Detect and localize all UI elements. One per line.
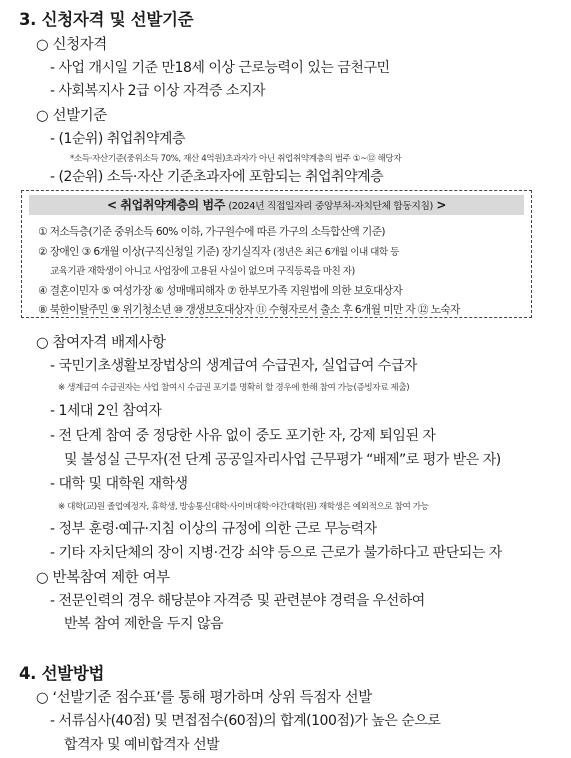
criteria-second: - (2순위) 소득·자산 기준초과자에 포함되는 취업취약계층 [50, 169, 384, 185]
repeat-heading: ○ 반복참여 제한 여부 [36, 570, 170, 586]
box-title-main: < 취업취약계층의 범주 [106, 198, 225, 212]
box-title-end: > [436, 198, 447, 212]
section-4-title: 4. 선발방법 [19, 664, 105, 683]
criteria-first: - (1순위) 취업취약계층 [50, 131, 185, 147]
exclusion-heading: ○ 참여자격 배제사항 [36, 335, 166, 351]
eligibility-heading: ○ 신청자격 [36, 37, 107, 53]
exclusion-item: - 국민기초생활보장법상의 생계급여 수급권자, 실업급여 수급자 [50, 358, 417, 374]
criteria-first-note: *소득·자산기준(중위소득 70%, 재산 4억원)초과자가 아닌 취업취약계층의 범주 ①~⑫ 해당자 [70, 154, 402, 164]
repeat-line: - 전문인력의 경우 해당분야 자격증 및 관련분야 경력을 우선하여 [50, 593, 425, 609]
eligibility-item: - 사회복지사 2급 이상 자격증 소지자 [50, 83, 266, 99]
exclusion-item-continued: 및 불성실 근무자(전 단계 공공일자리사업 근무평가 “배제”로 평가 받은 자) [64, 452, 501, 468]
box-title-sub: (2024년 직접일자리 중앙부처-자치단체 합동지침) [228, 201, 433, 212]
box-line: ① 저소득층(기준 중위소득 60% 이하, 가구원수에 따른 가구의 소득합산액 기준) [38, 226, 386, 238]
box-line [38, 244, 399, 259]
box-line: 교육기관 재학생이 아니고 사업장에 고용된 사실이 없으며 구직등록을 마친 자) [50, 266, 355, 277]
exclusion-note: ※ 대학(교)원 졸업예정자, 휴학생, 방송통신대학·사이버대학·야간대학(원) 재학생은 예외적으로 참여 가능 [58, 502, 429, 512]
selection-method-line: ○ ‘선발기준 점수표’를 통해 평가하며 상위 득점자 선발 [36, 690, 372, 706]
exclusion-item: - 전 단계 참여 중 정당한 사유 없이 중도 포기한 자, 강제 퇴임된 자 [50, 428, 436, 444]
box-line-part: (정년은 최근 6개월 이내 대학 등 [272, 247, 399, 258]
exclusion-item: - 기타 자치단체의 장이 지병·건강 쇠약 등으로 근로가 불가하다고 판단되는 자 [50, 545, 502, 561]
repeat-line-continued: 반복 참여 제한을 두지 않음 [64, 616, 224, 632]
selection-method-line: - 서류심사(40점) 및 면접점수(60점)의 합계(100점)가 높은 순으로 [50, 713, 441, 729]
exclusion-note: ※ 생계급여 수급권자는 사업 참여시 수급권 포기를 명확히 할 경우에 한해 참여 가능(증빙자료 제출) [58, 383, 410, 393]
eligibility-item: - 사업 개시일 기준 만18세 이상 근로능력이 있는 금천구민 [50, 60, 390, 76]
selection-method-line-continued: 합격자 및 예비합격자 선발 [64, 737, 220, 753]
box-line-part: ② 장애인 ③ 6개월 이상(구직신청일 기준) 장기실직자 [38, 246, 271, 258]
section-3-title: 3. 신청자격 및 선발기준 [19, 10, 194, 29]
vulnerable-groups-box-title [29, 195, 524, 215]
box-line: ④ 결혼이민자 ⑤ 여성가장 ⑥ 성매매피해자 ⑦ 한부모가족 지원법에 의한 보호대상자 [38, 285, 403, 297]
exclusion-item: - 대학 및 대학원 재학생 [50, 476, 188, 492]
exclusion-item: - 1세대 2인 참여자 [50, 403, 162, 419]
box-line: ⑧ 북한이탈주민 ⑨ 위기청소년 ⑩ 갱생보호대상자 ⑪ 수형자로서 출소 후 6개월 미만 자 ⑫ 노숙자 [38, 304, 460, 316]
exclusion-item: - 정부 훈령·예규·지침 이상의 규정에 의한 근로 무능력자 [50, 521, 377, 537]
criteria-heading: ○ 선발기준 [36, 108, 107, 124]
